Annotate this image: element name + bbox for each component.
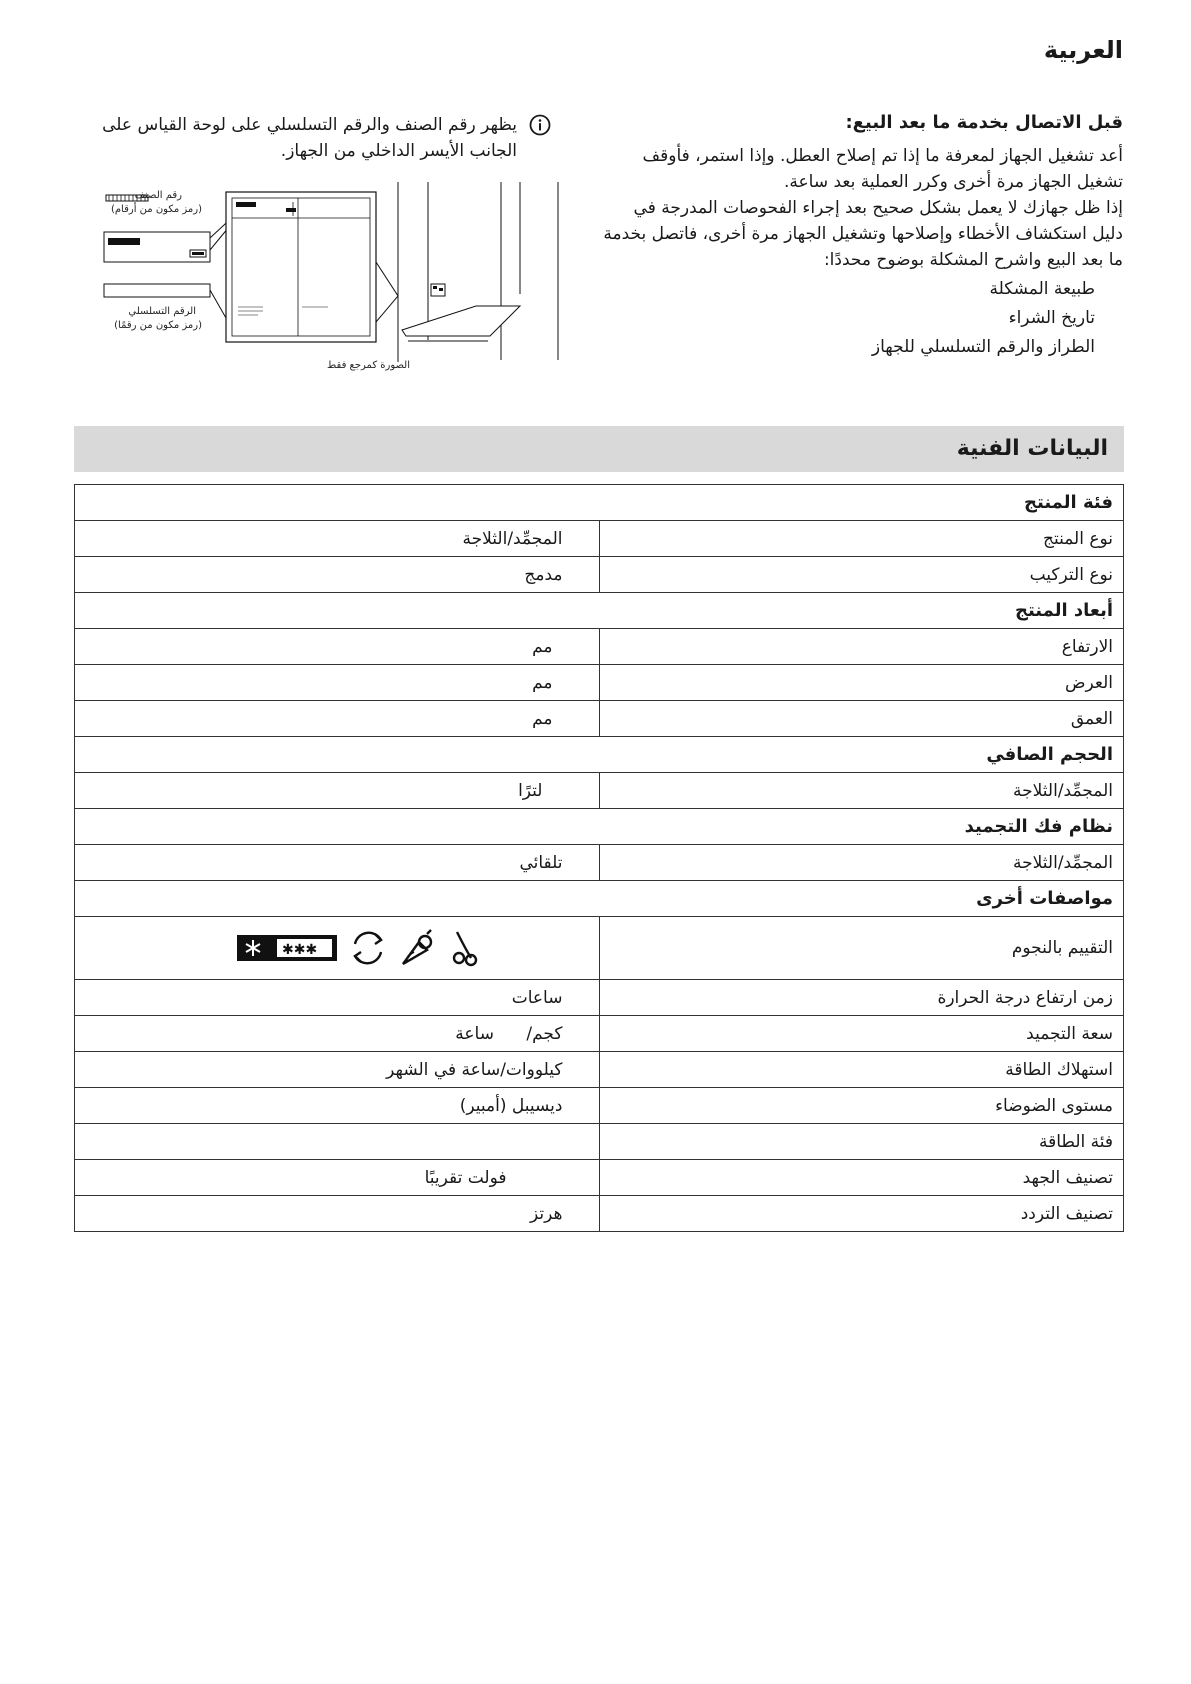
spec-value: مم: [532, 636, 553, 657]
table-section-row: [75, 809, 1124, 845]
figure-caption: الصورة كمرجع فقط: [327, 360, 410, 371]
table-section-row: [75, 593, 1124, 629]
spec-value: كيلووات/ساعة في الشهر: [75, 1052, 600, 1088]
spec-label: فئة الطاقة: [599, 1124, 1124, 1160]
table-row: [75, 1124, 1124, 1160]
service-heading: قبل الاتصال بخدمة ما بعد البيع:: [845, 112, 1123, 133]
page-title: العربية: [1043, 36, 1123, 64]
table-row: [75, 980, 1124, 1016]
section-title: أبعاد المنتج: [75, 593, 1124, 629]
table-row: [75, 1052, 1124, 1088]
spec-label: المجمِّد/الثلاجة: [599, 773, 1124, 809]
article-number-code: (رمز مكون من أرقام): [110, 204, 202, 215]
spec-label: تصنيف التردد: [599, 1196, 1124, 1232]
spec-value: ديسيبل (أمبير): [75, 1088, 600, 1124]
info-note: [71, 112, 551, 164]
serial-number-label: الرقم التسلسلي: [128, 306, 196, 317]
service-paragraph-2: إذا ظل جهازك لا يعمل بشكل صحيح بعد إجراء الفحوصات المدرجة في دليل استكشاف الأخطاء وإصلاحها وتشغيل الجهاز مرة أخرى، فاتصل بخدمة ما بعد البيع واشرح المشكلة بوضوح محددًا:: [603, 198, 1123, 270]
table-section-row: [75, 881, 1124, 917]
table-row: [75, 1016, 1124, 1052]
star-rating-icons: [237, 928, 479, 968]
service-paragraph-1: أعد تشغيل الجهاز لمعرفة ما إذا تم إصلاح العطل. وإذا استمر، فأوقف تشغيل الجهاز مرة أخرى وكرر العملية بعد ساعة.: [642, 146, 1123, 192]
spec-value: ساعات: [75, 980, 600, 1016]
spec-label: المجمِّد/الثلاجة: [599, 845, 1124, 881]
table-row: [75, 557, 1124, 593]
table-row: [75, 1196, 1124, 1232]
serial-number-code: (رمز مكون من رقمًا): [114, 320, 202, 331]
spec-label: العمق: [599, 701, 1124, 737]
spec-label: مستوى الضوضاء: [599, 1088, 1124, 1124]
spec-value: مم: [532, 708, 553, 729]
rating-plate-figure: [88, 182, 568, 378]
checklist-item: تاريخ الشراء: [1008, 308, 1095, 328]
table-row: [75, 629, 1124, 665]
info-text: يظهر رقم الصنف والرقم التسلسلي على لوحة القياس على الجانب الأيسر الداخلي من الجهاز.: [102, 115, 517, 161]
spec-label: الارتفاع: [599, 629, 1124, 665]
spec-value: فولت تقريبًا: [424, 1167, 507, 1188]
technical-data-header: [74, 426, 1124, 472]
spec-label: العرض: [599, 665, 1124, 701]
spec-label: سعة التجميد: [599, 1016, 1124, 1052]
ice-cream-icon: [399, 928, 437, 968]
spec-value: كجم/ ساعة: [455, 1023, 563, 1044]
table-row: [75, 773, 1124, 809]
spec-label: تصنيف الجهد: [599, 1160, 1124, 1196]
technical-data-heading: البيانات الفنية: [956, 436, 1108, 461]
spec-value: [75, 1124, 600, 1160]
svg-text:✱✱✱: ✱✱✱: [281, 942, 317, 958]
section-title: نظام فك التجميد: [75, 809, 1124, 845]
section-title: مواصفات أخرى: [75, 881, 1124, 917]
checklist-item: الطراز والرقم التسلسلي للجهاز: [871, 337, 1095, 357]
checklist-item: طبيعة المشكلة: [989, 279, 1095, 299]
spec-label: زمن ارتفاع درجة الحرارة: [599, 980, 1124, 1016]
table-row: [75, 701, 1124, 737]
spec-value: مم: [532, 672, 553, 693]
spec-label: استهلاك الطاقة: [599, 1052, 1124, 1088]
article-number-label: رقم الصنف: [134, 190, 182, 201]
spec-label: نوع التركيب: [599, 557, 1124, 593]
freezer-star-rating-icon: [237, 935, 337, 961]
table-row: [75, 845, 1124, 881]
table-section-row: [75, 737, 1124, 773]
spec-value: مدمج: [75, 557, 600, 593]
table-row: [75, 1088, 1124, 1124]
service-checklist: [603, 275, 1123, 362]
spec-label: التقييم بالنجوم: [599, 917, 1124, 980]
table-row: [75, 917, 1124, 980]
info-icon: [529, 114, 551, 136]
spec-value: هرتز: [75, 1196, 600, 1232]
section-title: فئة المنتج: [75, 485, 1124, 521]
section-title: الحجم الصافي: [75, 737, 1124, 773]
spec-value: لترًا: [518, 780, 543, 801]
spec-value: المجمِّد/الثلاجة: [75, 521, 600, 557]
service-section: [603, 112, 1123, 362]
ice-pop-icon: [449, 928, 479, 968]
table-section-row: [75, 485, 1124, 521]
spec-label: نوع المنتج: [599, 521, 1124, 557]
table-row: [75, 665, 1124, 701]
auto-defrost-cycle-icon: [349, 928, 387, 968]
table-row: [75, 521, 1124, 557]
technical-data-table: [74, 484, 1124, 1232]
table-row: [75, 1160, 1124, 1196]
spec-value: تلقائي: [75, 845, 600, 881]
